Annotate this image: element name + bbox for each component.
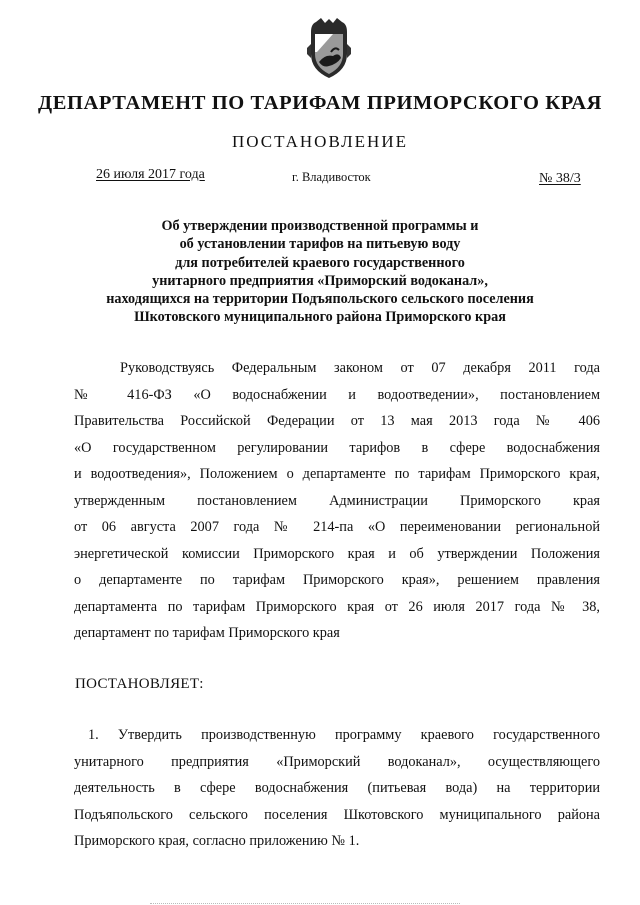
document-subject <box>60 217 580 327</box>
subject-line: об установлении тарифов на питьевую воду <box>179 236 461 253</box>
paragraph-line: № 416-ФЗ «О водоснабжении и водоотведении», постановлением <box>74 386 600 403</box>
paragraph-line: Подъяпольского сельского поселения Шкотовского муниципального района <box>74 806 600 823</box>
item-1-paragraph <box>74 722 600 855</box>
subject-line: Шкотовского муниципального района Приморского края <box>134 309 506 326</box>
paragraph-line: энергетической комиссии Приморского края и об утверждении Положения <box>74 545 600 562</box>
document-city: г. Владивосток <box>292 170 371 184</box>
paragraph-line: от 06 августа 2007 года № 214-па «О переименовании региональной <box>74 519 600 535</box>
paragraph-line: утвержденным постановлением Администрации Приморского края <box>74 492 600 509</box>
subject-line: Об утверждении производственной программы и <box>161 218 479 234</box>
paragraph-line: департамент по тарифам Приморского края <box>74 625 340 641</box>
paragraph-line: «О государственном регулировании тарифов в сфере водоснабжения <box>74 439 600 456</box>
paragraph-line: 1. Утвердить производственную программу краевого государственного <box>88 727 600 743</box>
subject-line: для потребителей краевого государственного <box>175 254 465 271</box>
scan-artifact <box>150 903 460 904</box>
document-date: 26 июля 2017 года <box>96 167 205 182</box>
paragraph-line: Правительства Российской Федерации от 13 мая 2013 года № 406 <box>74 413 600 429</box>
coat-of-arms-icon <box>303 18 355 80</box>
subject-line: находящихся на территории Подъяпольского сельского поселения <box>106 291 534 308</box>
resolves-heading: ПОСТАНОВЛЯЕТ: <box>75 676 204 692</box>
paragraph-line: и водоотведения», Положением о департаменте по тарифам Приморского края, <box>74 466 600 482</box>
preamble-paragraph <box>74 355 600 647</box>
document-number: № 38/3 <box>539 171 581 186</box>
paragraph-line: деятельность в сфере водоснабжения (питьевая вода) на территории <box>74 780 600 796</box>
department-title: ДЕПАРТАМЕНТ ПО ТАРИФАМ ПРИМОРСКОГО КРАЯ <box>37 92 603 114</box>
document-type: ПОСТАНОВЛЕНИЕ <box>231 132 408 151</box>
paragraph-line: Руководствуясь Федеральным законом от 07 декабря 2011 года <box>120 360 600 376</box>
paragraph-line: департамента по тарифам Приморского края от 26 июля 2017 года № 38, <box>74 598 600 615</box>
subject-line: унитарного предприятия «Приморский водоканал», <box>152 272 488 289</box>
paragraph-line: Приморского края, согласно приложению № 1. <box>74 833 360 849</box>
paragraph-line: о департаменте по тарифам Приморского края», решением правления <box>74 572 600 588</box>
paragraph-line: унитарного предприятия «Приморский водоканал», осуществляющего <box>74 753 600 770</box>
